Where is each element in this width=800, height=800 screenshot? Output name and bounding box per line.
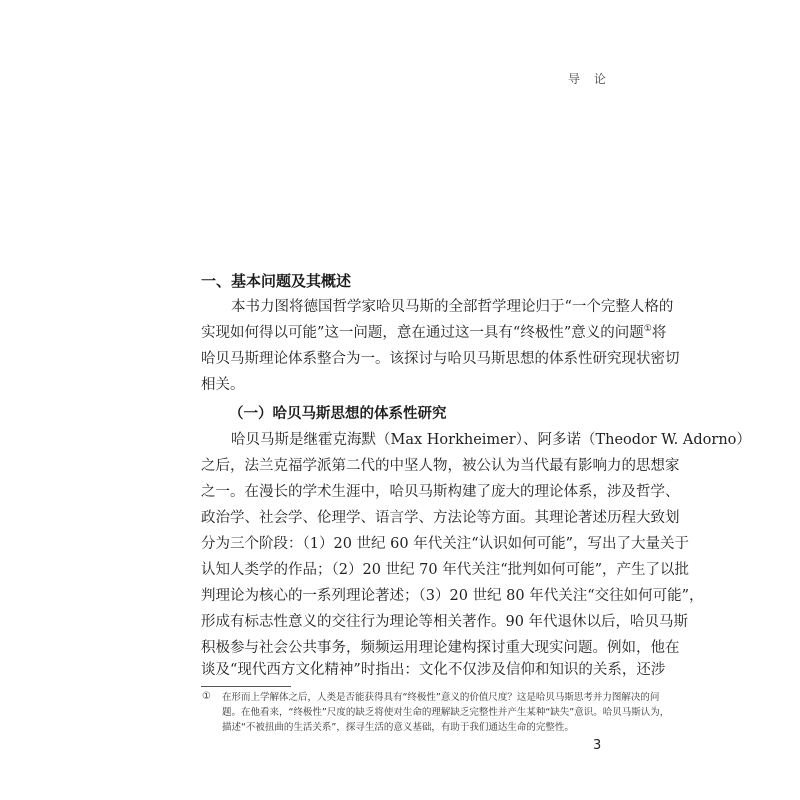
paragraph-line: 判理论为核心的一系列理论著述；（3）20 世纪 80 年代关注“交往如何可能”， [201, 588, 704, 604]
footnote-marker: ① [202, 691, 211, 702]
subsection-heading: （一）哈贝马斯思想的体系性研究 [229, 406, 447, 422]
paragraph-line: 之一。在漫长的学术生涯中，哈贝马斯构建了庞大的理论体系，涉及哲学、 [201, 484, 680, 500]
paragraph-line: 哈贝马斯理论体系整合为一。该探讨与哈贝马斯思想的体系性研究现状密切 [201, 351, 680, 367]
footnote-line: 在形而上学解体之后，人类是否能获得具有“终极性”意义的价值尺度？这是哈贝马斯思考并力图解决的问 [222, 692, 660, 703]
paragraph-line: 认知人类学的作品；（2）20 世纪 70 年代关注“批判如何可能”，产生了以批 [201, 562, 690, 578]
paragraph-line: 谈及“现代西方文化精神”时指出：文化不仅涉及信仰和知识的关系，还涉 [201, 662, 666, 678]
section-heading: 一、基本问题及其概述 [201, 272, 352, 290]
paragraph-line-text: 实现如何得以可能”这一问题，意在通过这一具有“终极性”意义的问题 [201, 325, 644, 341]
running-header: 导 论 [568, 72, 611, 86]
paragraph-line: 相关。 [201, 377, 245, 393]
paragraph-line: 之后，法兰克福学派第二代的中坚人物，被公认为当代最有影响力的思想家 [201, 458, 680, 474]
paragraph-line: 本书力图将德国哲学家哈贝马斯的全部哲学理论归于“一个完整人格的 [231, 299, 674, 315]
paragraph-line: 分为三个阶段：（1）20 世纪 60 年代关注“认识如何可能”，写出了大量关于 [201, 536, 690, 552]
paragraph-line: 哈贝马斯是继霍克海默（Max Horkheimer）、阿多诺（Theodor W. Adorno） [231, 432, 751, 448]
paragraph-line-tail: 将 [651, 325, 667, 341]
paragraph-line: 积极参与社会公共事务，频频运用理论建构探讨重大现实问题。例如，他在 [201, 640, 680, 656]
page-number: 3 [593, 738, 602, 753]
footnote-divider [201, 686, 291, 687]
paragraph-line: 形成有标志性意义的交往行为理论等相关著作。90 年代退休以后，哈贝马斯 [201, 614, 689, 630]
footnote-line: 描述“不被扭曲的生活关系”，探寻生活的意义基础，有助于我们通达生命的完整性。 [222, 722, 574, 733]
paragraph-line [201, 323, 667, 343]
footnote-line: 题。在他看来，“终极性”尺度的缺乏将使对生命的理解缺乏完整性并产生某种“缺失”意识。哈贝马斯认为， [222, 707, 670, 718]
footnote-reference[interactable]: ① [643, 324, 652, 335]
paragraph-line: 政治学、社会学、伦理学、语言学、方法论等方面。其理论著述历程大致划 [201, 510, 680, 526]
